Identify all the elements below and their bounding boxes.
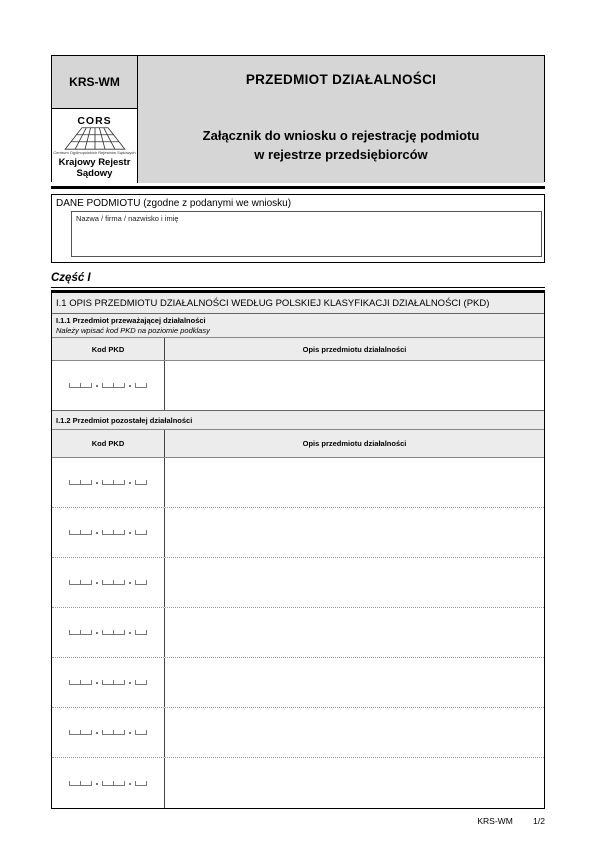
i12-column-header-description: Opis przedmiotu działalności	[302, 439, 407, 448]
cors-logo-icon	[60, 124, 130, 152]
krs-logo-name-line2: Sądowy	[76, 167, 113, 179]
pkd-code-boxes	[69, 383, 147, 388]
pkd-code-boxes	[69, 730, 147, 735]
part-1-rule	[51, 287, 545, 288]
pkd-code-boxes	[69, 530, 147, 535]
subsection-i11-title: I.1.1 Przedmiot przeważającej działalności	[56, 316, 206, 325]
pkd-separator-dot	[129, 632, 131, 634]
pkd-code-boxes	[69, 781, 147, 786]
pkd-separator-dot	[129, 582, 131, 584]
subsection-i11-instruction: Należy wpisać kod PKD na poziomie podklasy	[56, 326, 210, 335]
form-title-cell	[138, 56, 544, 183]
pkd-separator-dot	[96, 632, 98, 634]
pkd-code-boxes	[69, 480, 147, 485]
activity-table	[51, 290, 545, 809]
subject-data-section	[51, 194, 545, 263]
pkd-table-row	[52, 558, 544, 608]
subsection-i11-header	[52, 314, 544, 338]
pkd-table-row	[52, 458, 544, 508]
section-i1-title: I.1 OPIS PRZEDMIOTU DZIAŁALNOŚCI WEDŁUG POLSKIEJ KLASYFIKACJI DZIAŁALNOŚCI (PKD)	[56, 297, 490, 309]
i12-column-header-row	[52, 430, 544, 458]
cors-logo-caption: Centrum Ogólnopolskich Rejestrów Sądowych	[53, 149, 136, 155]
pkd-description-field[interactable]	[165, 708, 544, 757]
pkd-description-field[interactable]	[165, 558, 544, 607]
cors-logo-acronym: CORS	[77, 114, 112, 127]
pkd-table-row	[52, 708, 544, 758]
pkd-code-field[interactable]	[52, 658, 165, 707]
pkd-code-field[interactable]	[52, 508, 165, 557]
pkd-table-row	[52, 758, 544, 808]
pkd-separator-dot	[129, 482, 131, 484]
pkd-separator-dot	[129, 732, 131, 734]
pkd-description-field[interactable]	[165, 658, 544, 707]
footer-page-indicator: 1/2	[533, 816, 545, 826]
pkd-code-boxes	[69, 630, 147, 635]
i11-rows	[52, 361, 544, 411]
pkd-description-field[interactable]	[165, 758, 544, 808]
pkd-separator-dot	[96, 385, 98, 387]
pkd-description-field[interactable]	[165, 608, 544, 657]
pkd-separator-dot	[96, 482, 98, 484]
pkd-separator-dot	[96, 682, 98, 684]
form-code-label: KRS-WM	[69, 75, 120, 89]
pkd-separator-dot	[96, 732, 98, 734]
subject-data-title: DANE PODMIOTU (zgodne z podanymi we wniosku)	[56, 198, 292, 209]
pkd-code-boxes	[69, 580, 147, 585]
form-title: PRZEDMIOT DZIAŁALNOŚCI	[245, 72, 437, 87]
page-footer	[51, 816, 545, 826]
part-1-title: Część I	[51, 272, 91, 284]
subject-name-label: Nazwa / firma / nazwisko i imię	[76, 214, 179, 223]
pkd-table-row	[52, 361, 544, 410]
pkd-separator-dot	[129, 385, 131, 387]
pkd-separator-dot	[129, 682, 131, 684]
pkd-description-field[interactable]	[165, 361, 544, 410]
pkd-separator-dot	[129, 783, 131, 785]
pkd-code-field[interactable]	[52, 558, 165, 607]
form-subtitle-line1: Załącznik do wniosku o rejestrację podmiotu	[202, 128, 480, 143]
form-subtitle-line2: w rejestrze przedsiębiorców	[254, 146, 428, 162]
pkd-description-field[interactable]	[165, 508, 544, 557]
pkd-table-row	[52, 608, 544, 658]
krs-logo-name	[59, 158, 131, 180]
pkd-code-field[interactable]	[52, 608, 165, 657]
subsection-i12-header	[52, 411, 544, 430]
pkd-separator-dot	[96, 783, 98, 785]
i11-column-header-row	[52, 338, 544, 361]
section-i1-header	[52, 293, 544, 314]
pkd-table-row	[52, 658, 544, 708]
pkd-separator-dot	[129, 532, 131, 534]
pkd-table-row	[52, 508, 544, 558]
form-header	[51, 55, 545, 182]
form-subtitle	[203, 127, 480, 165]
form-content	[51, 55, 545, 826]
subject-name-value[interactable]	[72, 225, 541, 235]
pkd-code-boxes	[69, 680, 147, 685]
krs-logo-cell	[52, 109, 138, 183]
pkd-separator-dot	[96, 532, 98, 534]
i12-column-header-code: Kod PKD	[52, 430, 165, 457]
krs-logo-name-line1: Krajowy Rejestr	[58, 156, 131, 168]
pkd-separator-dot	[96, 582, 98, 584]
pkd-code-field[interactable]	[52, 758, 165, 808]
subject-name-field[interactable]	[71, 211, 542, 257]
pkd-code-field[interactable]	[52, 708, 165, 757]
footer-form-code: KRS-WM	[477, 816, 513, 826]
pkd-code-field[interactable]	[52, 458, 165, 507]
form-code-cell	[52, 56, 138, 109]
i11-column-header-code: Kod PKD	[52, 338, 165, 360]
subsection-i12-title: I.1.2 Przedmiot pozostałej działalności	[56, 415, 193, 425]
i12-rows	[52, 458, 544, 808]
pkd-description-field[interactable]	[165, 458, 544, 507]
i11-column-header-description: Opis przedmiotu działalności	[302, 344, 407, 354]
pkd-code-field[interactable]	[52, 361, 165, 410]
section-separator-bar	[51, 186, 545, 189]
